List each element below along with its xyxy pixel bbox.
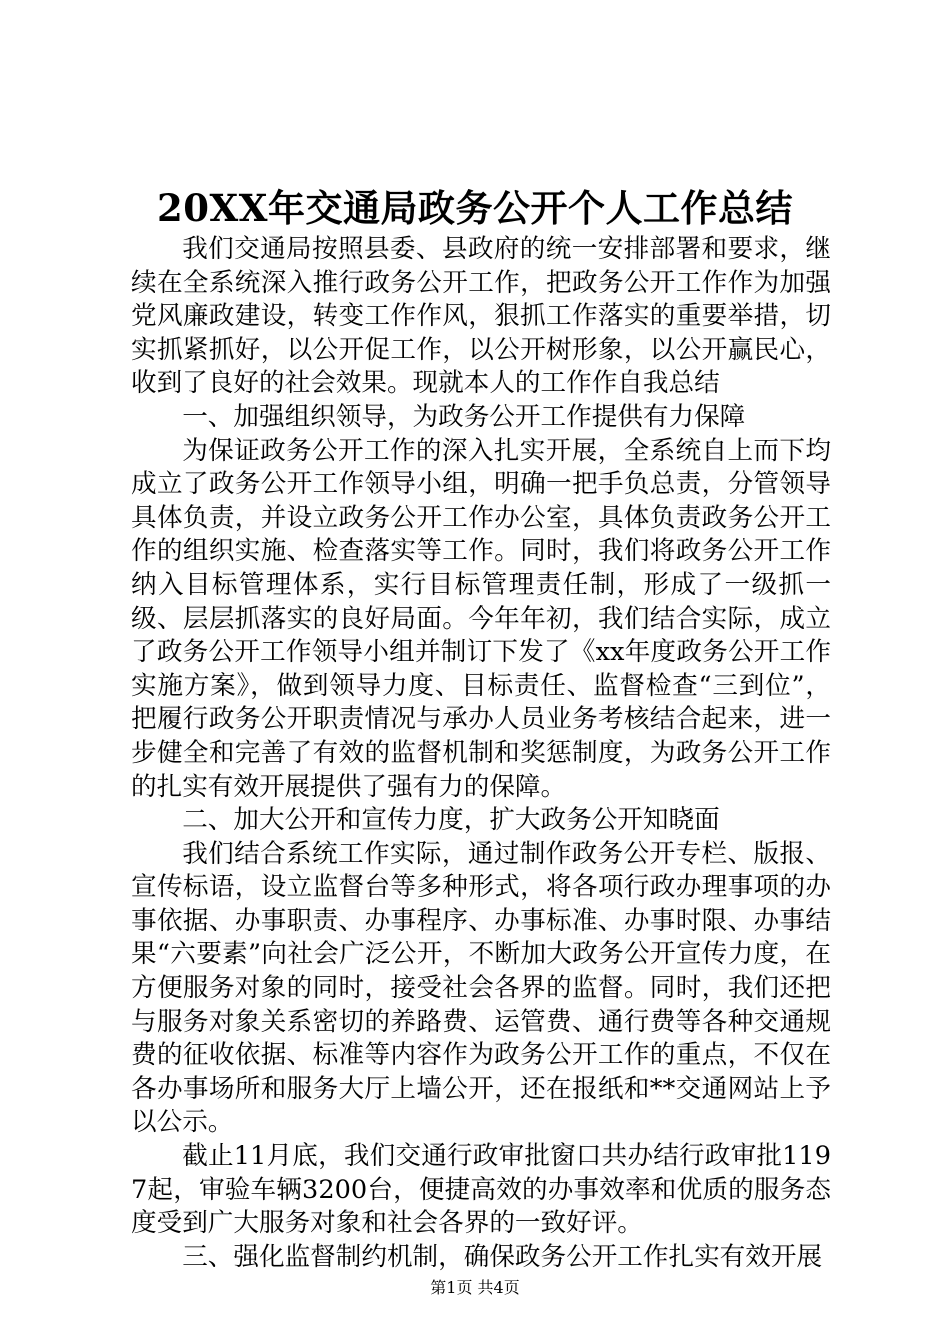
body-paragraph: 我们结合系统工作实际，通过制作政务公开专栏、版报、宣传标语，设立监督台等多种形式，将各项行政办理事项的办事依据、办事职责、办事程序、办事标准、办事时限、办事结果“六要素”向社会广泛公开，不断加大政务公开宣传力度，在方便服务对象的同时，接受社会各界的监督。同时，我们还把与服务对象关系密切的养路费、运管费、通行费等各种交通规费的征收依据、标准等内容作为政务公开工作的重点，不仅在各办事场所和服务大厅上墙公开，还在报纸和**交通网站上予以公示。 [131,838,831,1138]
page-number-footer: 第1页 共4页 [430,1278,520,1297]
body-paragraph: 为保证政务公开工作的深入扎实开展，全系统自上而下均成立了政务公开工作领导小组，明确一把手负总责，分管领导具体负责，并设立政务公开工作办公室，具体负责政务公开工作的组织实施、检查落实等工作。同时，我们将政务公开工作纳入目标管理体系，实行目标管理责任制，形成了一级抓一级、层层抓落实的良好局面。今年年初，我们结合实际，成立了政务公开工作领导小组并制订下发了《xx年度政务公开工作实施方案》，做到领导力度、目标责任、监督检查“三到位”，把履行政务公开职责情况与承办人员业务考核结合起来，进一步健全和完善了有效的监督机制和奖惩制度，为政务公开工作的扎实有效开展提供了强有力的保障。 [131,435,831,802]
intro-paragraph: 我们交通局按照县委、县政府的统一安排部署和要求，继续在全系统深入推行政务公开工作，把政务公开工作作为加强党风廉政建设，转变工作作风，狠抓工作落实的重要举措，切实抓紧抓好，以公开促工作，以公开树形象，以公开赢民心，收到了良好的社会效果。现就本人的工作作自我总结 [131,234,831,399]
section-heading-3: 三、强化监督制约机制，确保政务公开工作扎实有效开展 [182,1241,823,1272]
document-title: 20XX年交通局政务公开个人工作总结 [157,186,793,230]
section-heading-1: 一、加强组织领导，为政务公开工作提供有力保障 [182,401,746,432]
section-heading-2: 二、加大公开和宣传力度，扩大政务公开知晓面 [182,805,720,836]
body-paragraph: 截止11月底，我们交通行政审批窗口共办结行政审批1197起，审验车辆3200台，便捷高效的办事效率和优质的服务态度受到广大服务对象和社会各界的一致好评。 [131,1141,831,1239]
document-body [131,233,831,1274]
